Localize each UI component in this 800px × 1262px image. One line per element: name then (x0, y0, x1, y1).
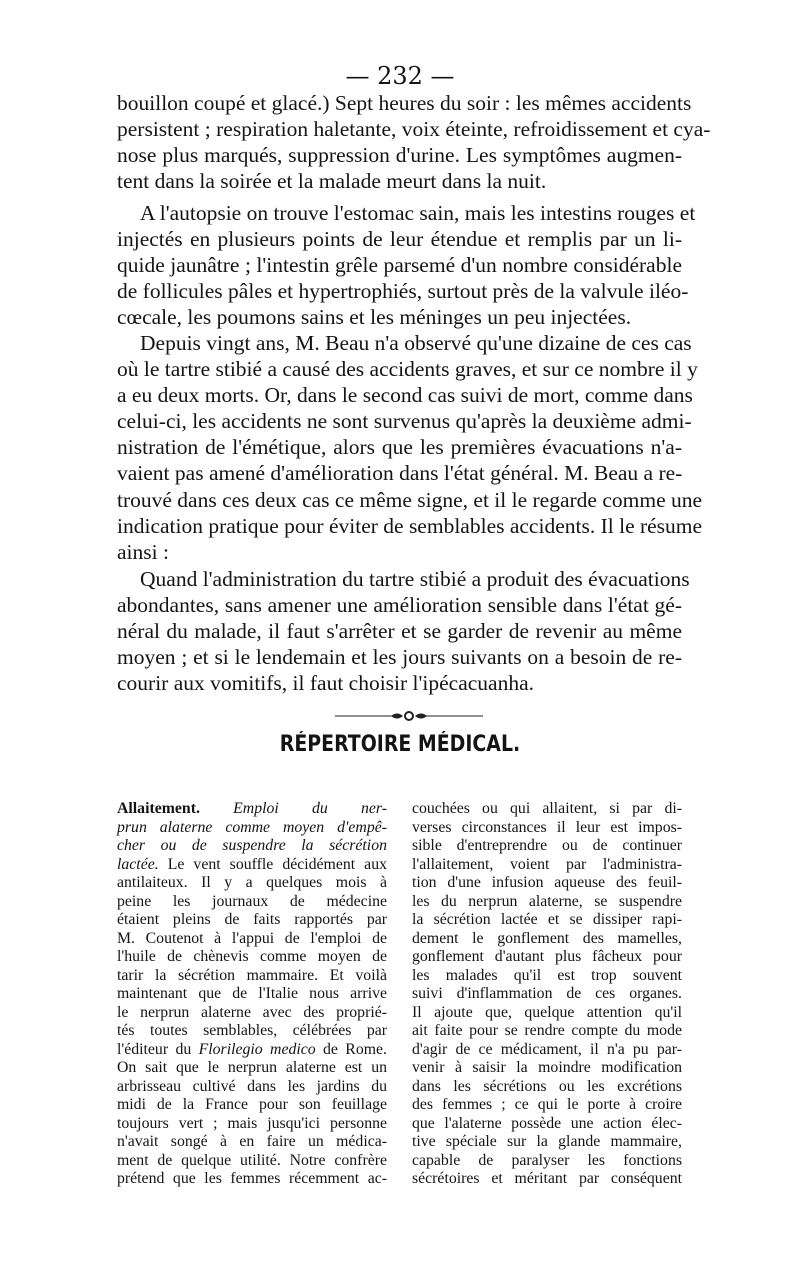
text-line: néral du malade, il faut s'arrêter et se garder de revenir au même (117, 619, 682, 644)
text-line: vaient pas amené d'amélioration dans l'état général. M. Beau a re- (117, 461, 683, 486)
text-line: quide jaunâtre ; l'intestin grêle parsemé d'un nombre considérable (117, 253, 682, 278)
text-line: dement le gonflement des mamelles, (412, 929, 682, 947)
text-fragment: Le vent souffle décidément aux (158, 855, 387, 873)
text-line: a eu deux morts. Or, dans le second cas suivi de mort, comme dans (117, 383, 693, 408)
text-line: nose plus marqués, suppression d'urine. Les symptômes augmen- (117, 143, 682, 168)
text-line: dans les sécrétions ou les excrétions (412, 1077, 682, 1095)
text-line: nistration de l'émétique, alors que les premières évacuations n'a- (117, 435, 682, 460)
text-line: ment de quelque utilité. Notre confrère (117, 1151, 387, 1169)
text-line: prétend que les femmes récemment ac- (117, 1170, 387, 1187)
text-line: l'huile de chènevis comme moyen de (117, 948, 387, 965)
paragraph-case-end (117, 90, 711, 194)
text-line: sible d'entreprendre ou de continuer (412, 837, 682, 854)
text-line: sécrétoires et méritant par conséquent (412, 1170, 682, 1187)
text-line: venir à saisir la moindre modification (412, 1059, 682, 1076)
text-line: antilaiteux. Il y a quelques mois à (117, 874, 387, 891)
text-line (117, 856, 387, 875)
text-line: capable de paralyser les fonctions (412, 1151, 682, 1169)
text-line: tion d'une infusion aqueuse des feuil- (412, 874, 682, 891)
text-line: ait faite pour se rendre compte du mode (412, 1022, 682, 1039)
text-line: le nerprun alaterne avec des proprié- (117, 1003, 387, 1021)
text-fragment: de Rome. (315, 1040, 387, 1058)
text-line: M. Coutenot à l'appui de l'emploi de (117, 929, 387, 947)
text-line: d'agir de ce médicament, il n'a pu par- (412, 1040, 682, 1058)
text-line: toujours vert ; mais jusqu'ici personne (117, 1114, 387, 1132)
subtitle-end: lactée. (117, 855, 159, 873)
text-line: les du nerprun alaterne, se suspendre (412, 892, 682, 910)
text-line: moyen ; et si le lendemain et les jours suivants on a besoin de re- (117, 645, 682, 670)
text-line: cher ou de suspendre la sécrétion (117, 837, 387, 854)
text-line: où le tartre stibié a causé des accidents graves, et sur ce nombre il y (117, 357, 698, 382)
text-line (117, 1041, 387, 1060)
article-subtitle: Emploi du ner- (233, 800, 387, 817)
text-line: A l'autopsie on trouve l'estomac sain, mais les intestins rouges et (140, 201, 696, 225)
text-line: tive spéciale sur la glande mammaire, (412, 1133, 682, 1150)
text-line: la sécrétion lactée et se dissiper rapi- (412, 911, 682, 928)
text-line: Quand l'administration du tartre stibié a produit des évacuations (140, 567, 690, 591)
text-line: injectés en plusieurs points de leur étendue et remplis par un li- (117, 227, 682, 252)
text-line: étaient pleins de faits rapportés par (117, 911, 387, 928)
text-line: de follicules pâles et hypertrophiés, surtout près de la valvule iléo- (117, 279, 689, 304)
paragraph-autopsy (117, 200, 696, 330)
text-line: verses circonstances il leur est impos- (412, 818, 682, 836)
text-line: tarir la sécrétion mammaire. Et voilà (117, 966, 387, 984)
text-line: couchées ou qui allaitent, si par di- (412, 800, 682, 817)
text-line: trouvé dans ces deux cas ce même signe, et il le regarde comme une (117, 487, 703, 512)
article-heading: Allaitement. (117, 800, 200, 817)
text-line: des femmes ; ce qui le porte à croire (412, 1096, 682, 1113)
paragraph-beau-observations (117, 330, 703, 565)
text-line: n'avait songé à en faire un médica- (117, 1133, 387, 1150)
text-line: tés toutes semblables, célébrées par (117, 1022, 387, 1039)
text-line: tent dans la soirée et la malade meurt dans la nuit. (117, 169, 547, 194)
text-line: persistent ; respiration haletante, voix éteinte, refroidissement et cya- (117, 117, 711, 142)
text-line: courir aux vomitifs, il faut choisir l'ipécacuanha. (117, 671, 535, 696)
text-line: arbrisseau cultivé dans les jardins du (117, 1077, 387, 1095)
text-line: les malades qu'il est trop souvent (412, 966, 682, 984)
journal-title: Florilegio medico (198, 1040, 316, 1058)
text-line: l'allaitement, voient par l'administra- (412, 855, 682, 873)
text-line: gonflement d'autant plus fâcheux pour (412, 948, 682, 965)
ornament-divider (335, 708, 483, 724)
text-line: On sait que le nerprun alaterne est un (117, 1059, 387, 1076)
article-column-right (412, 800, 682, 1189)
page-number: — 232 — (345, 62, 455, 90)
text-line: ainsi : (117, 539, 169, 564)
text-line: peine les journaux de médecine (117, 892, 387, 910)
paragraph-rule (117, 566, 690, 696)
text-line: Depuis vingt ans, M. Beau n'a observé qu'une dizaine de ces cas (140, 331, 692, 355)
text-fragment: l'éditeur du (117, 1040, 199, 1058)
section-title: RÉPERTOIRE MÉDICAL. (279, 732, 521, 757)
article-column-left (117, 800, 387, 1189)
text-line: bouillon coupé et glacé.) Sept heures du soir : les mêmes accidents (117, 91, 692, 115)
text-line: maintenant que de l'Italie nous arrive (117, 985, 387, 1002)
text-line: Il ajoute que, quelque attention qu'il (412, 1003, 682, 1021)
text-line: indication pratique pour éviter de semblables accidents. Il le résume (117, 513, 703, 538)
text-line: midi de la France pour son feuillage (117, 1096, 387, 1113)
text-line: que l'alaterne possède une action élec- (412, 1114, 682, 1132)
text-line: abondantes, sans amener une amélioration sensible dans l'état gé- (117, 593, 682, 618)
text-line: suivi d'inflammation de ces organes. (412, 985, 682, 1002)
text-line: prun alaterne comme moyen d'empê- (117, 818, 387, 836)
text-line: cœcale, les poumons sains et les méninges un peu injectées. (117, 305, 632, 330)
text-line: celui-ci, les accidents ne sont survenus qu'après la deuxième admi- (117, 409, 692, 434)
